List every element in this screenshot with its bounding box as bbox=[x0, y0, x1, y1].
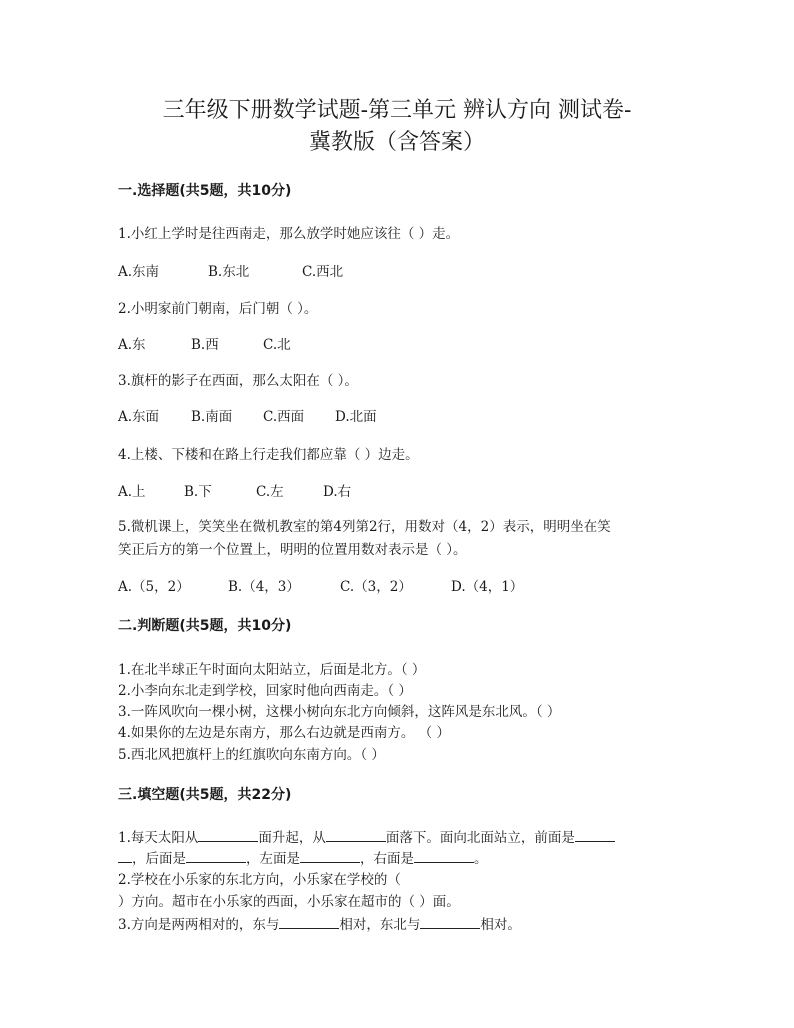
question-4: 4.上楼、下楼和在路上行走我们都应靠（ ）边走。 bbox=[118, 447, 419, 463]
text-segment: 面落下。面向北面站立，前面是 bbox=[385, 830, 575, 846]
text-segment: 面升起，从 bbox=[258, 830, 326, 846]
judge-item-5: 5.西北风把旗杆上的红旗吹向东南方向。（ ） bbox=[118, 747, 385, 763]
option-d: D.北面 bbox=[335, 409, 377, 425]
section-heading-judge: 二.判断题(共5题，共10分) bbox=[118, 618, 292, 634]
text-segment: ，后面是 bbox=[132, 851, 186, 867]
option-d: D.右 bbox=[323, 484, 352, 500]
answer-blank[interactable] bbox=[300, 850, 360, 863]
answer-blank[interactable] bbox=[414, 850, 474, 863]
option-a: A.（5，2） bbox=[118, 579, 190, 595]
option-a: A.上 bbox=[118, 484, 146, 500]
answer-blank[interactable] bbox=[326, 829, 386, 842]
answer-blank[interactable] bbox=[420, 916, 480, 929]
fill-question-1-line2 bbox=[118, 847, 488, 867]
answer-blank[interactable] bbox=[198, 829, 258, 842]
text-segment: 相对，东北与 bbox=[339, 917, 421, 933]
option-a: A.东南 bbox=[118, 264, 160, 280]
option-c: C.北 bbox=[263, 337, 291, 353]
text-segment: 。 bbox=[474, 851, 488, 867]
question-3: 3.旗杆的影子在西面，那么太阳在（ ）。 bbox=[118, 373, 358, 389]
option-c: C.西面 bbox=[263, 409, 305, 425]
text-segment: 1.每天太阳从 bbox=[118, 830, 199, 846]
option-c: C.西北 bbox=[302, 264, 344, 280]
answer-blank[interactable] bbox=[186, 850, 246, 863]
option-b: B.下 bbox=[184, 484, 212, 500]
judge-item-1: 1.在北半球正午时面向太阳站立，后面是北方。（ ） bbox=[118, 662, 426, 678]
question-1: 1.小红上学时是往西南走，那么放学时她应该往（ ）走。 bbox=[118, 226, 460, 242]
option-b: B.西 bbox=[191, 337, 219, 353]
option-a: A.东面 bbox=[118, 409, 160, 425]
option-b: B.南面 bbox=[191, 409, 233, 425]
text-segment: 相对。 bbox=[480, 917, 521, 933]
fill-question-2-line1: 2.学校在小乐家的东北方向，小乐家在学校的（ bbox=[118, 872, 401, 888]
judge-item-3: 3.一阵风吹向一棵小树，这棵小树向东北方向倾斜，这阵风是东北风。（ ） bbox=[118, 704, 561, 720]
page-title-line2: 冀教版（含答案） bbox=[308, 130, 485, 155]
text-segment: ，右面是 bbox=[360, 851, 414, 867]
option-b: B.东北 bbox=[208, 264, 250, 280]
text-segment: ，左面是 bbox=[246, 851, 300, 867]
judge-item-4: 4.如果你的左边是东南方，那么右边就是西南方。 （ ） bbox=[118, 725, 450, 741]
question-5-line1: 5.微机课上，笑笑坐在微机教室的第4列第2行，用数对（4，2）表示，明明坐在笑 bbox=[118, 519, 611, 535]
section-heading-choice: 一.选择题(共5题，共10分) bbox=[118, 183, 292, 199]
section-heading-fill: 三.填空题(共5题，共22分) bbox=[118, 787, 292, 803]
answer-blank[interactable] bbox=[279, 916, 339, 929]
answer-blank[interactable] bbox=[575, 829, 615, 842]
question-5-line2: 笑正后方的第一个位置上，明明的位置用数对表示是（ ）。 bbox=[118, 542, 467, 558]
page-title-line1: 三年级下册数学试题-第三单元 辨认方向 测试卷- bbox=[162, 98, 632, 123]
option-a: A.东 bbox=[118, 337, 146, 353]
fill-question-3 bbox=[118, 913, 521, 933]
judge-item-2: 2.小李向东北走到学校，回家时他向西南走。（ ） bbox=[118, 683, 412, 699]
fill-question-1-line1 bbox=[118, 826, 615, 846]
option-c: C.左 bbox=[256, 484, 284, 500]
fill-question-2-line2: ）方向。超市在小乐家的西面，小乐家在超市的（ ）面。 bbox=[118, 894, 460, 910]
option-c: C.（3，2） bbox=[340, 579, 412, 595]
text-segment: 3.方向是两两相对的，东与 bbox=[118, 917, 280, 933]
question-2: 2.小明家前门朝南，后门朝（ ）。 bbox=[118, 301, 318, 317]
answer-blank[interactable] bbox=[118, 850, 132, 863]
option-d: D.（4，1） bbox=[451, 579, 524, 595]
option-b: B.（4，3） bbox=[228, 579, 300, 595]
